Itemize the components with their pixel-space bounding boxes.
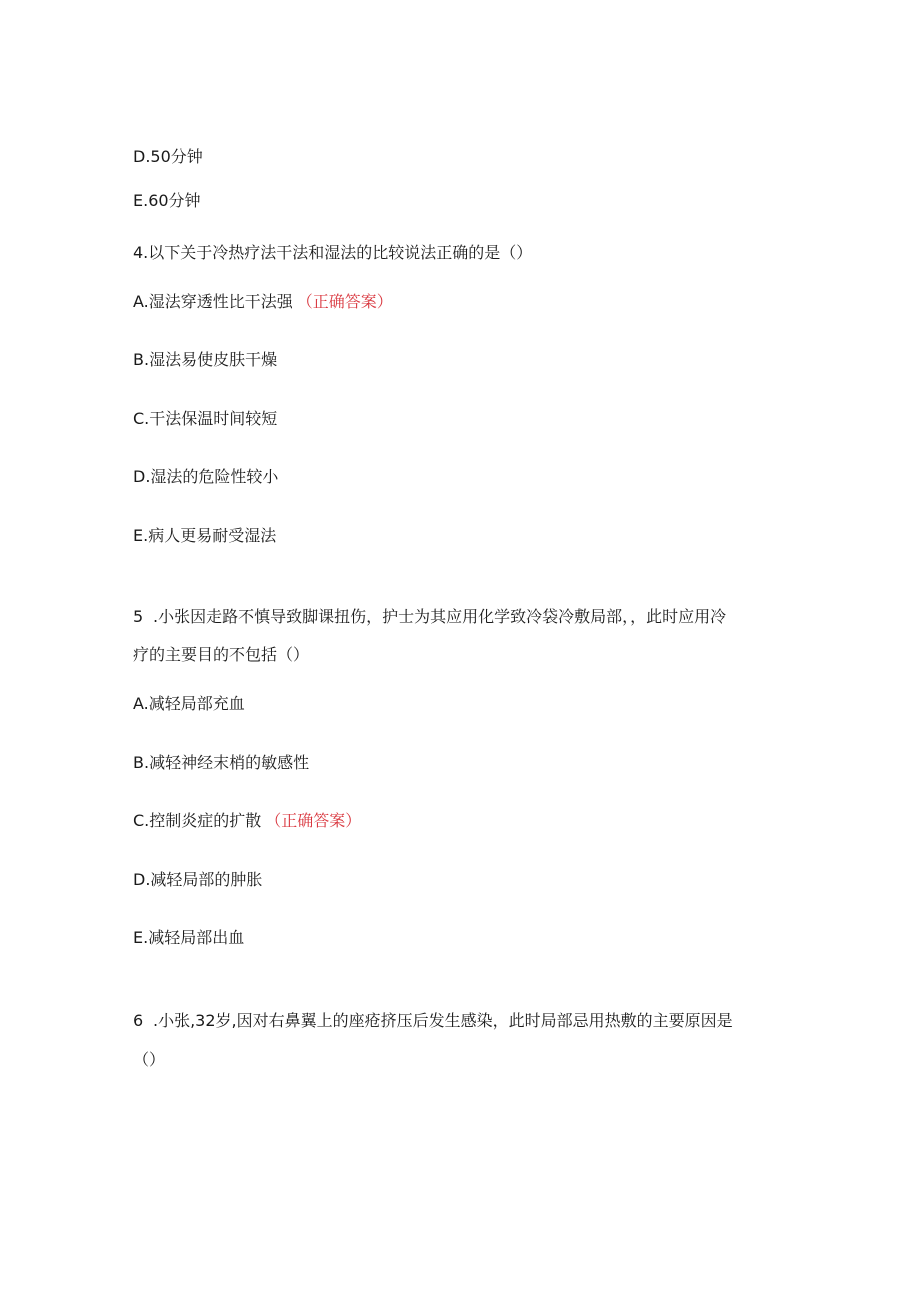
- q6-stem-text: .小张,32岁,因对右鼻翼上的座疮挤压后发生感染，此时局部忌用热敷的主要原因是: [153, 1011, 733, 1030]
- q4-option-a: [133, 292, 393, 312]
- q5-option-c: [133, 811, 361, 831]
- q5-stem-text: .小张因走路不慎导致脚课扭伤，护士为其应用化学致冷袋冷敷局部，，此时应用冷: [153, 607, 727, 626]
- q3-option-e: E.60分钟: [133, 191, 201, 210]
- q5-option-a: A.减轻局部充血: [133, 694, 245, 713]
- q6-number: 6: [133, 1011, 144, 1030]
- q5-option-e: E.减轻局部出血: [133, 928, 245, 947]
- q5-option-d: D.减轻局部的肿胀: [133, 870, 263, 889]
- q6-stem-line2: （）: [133, 1050, 166, 1069]
- q4-option-b: B.湿法易使皮肤干燥: [133, 350, 278, 369]
- q5-stem-line1: [133, 607, 726, 627]
- correct-answer-mark: （正确答案）: [296, 292, 393, 311]
- q4-option-e: E.病人更易耐受湿法: [133, 526, 277, 545]
- q5-option-b: B.减轻神经末梢的敏感性: [133, 753, 310, 772]
- q5-stem-line2: 疗的主要目的不包括（）: [133, 645, 310, 664]
- q4-option-d: D.湿法的危险性较小: [133, 467, 279, 486]
- q3-option-d: D.50分钟: [133, 147, 203, 166]
- q6-stem-line1: [133, 1011, 733, 1031]
- q4-option-a-text: A.湿法穿透性比干法强: [133, 292, 293, 311]
- q4-option-c: C.干法保温时间较短: [133, 409, 278, 428]
- q5-number: 5: [133, 607, 144, 626]
- q4-stem: 4.以下关于冷热疗法干法和湿法的比较说法正确的是（）: [133, 243, 533, 262]
- correct-answer-mark: （正确答案）: [265, 811, 362, 830]
- q5-option-c-text: C.控制炎症的扩散: [133, 811, 262, 830]
